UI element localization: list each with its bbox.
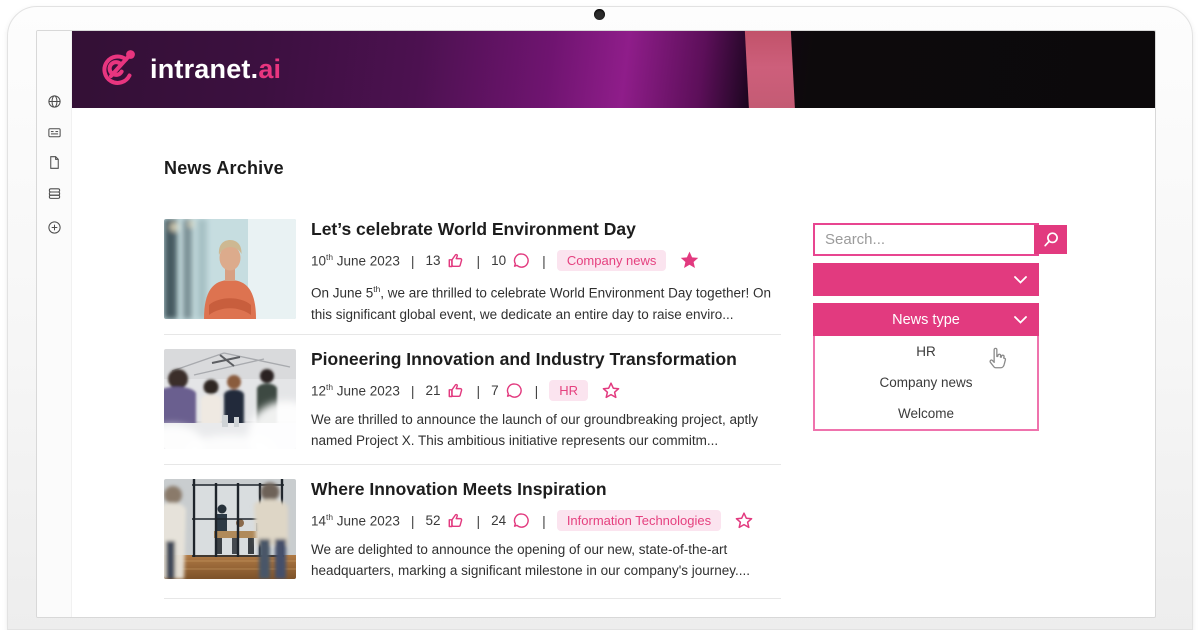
news-title[interactable]: Where Innovation Meets Inspiration xyxy=(311,479,607,499)
news-excerpt: On June 5th, we are thrilled to celebrate World Environment Day together! On this significant global event, we dedicate an entire day to raise enviro... xyxy=(311,284,771,322)
news-date: 10th June 2023 xyxy=(311,252,400,269)
news-image-world-environment-day[interactable] xyxy=(164,219,296,319)
comment-icon[interactable] xyxy=(505,381,524,400)
divider xyxy=(164,464,781,465)
favourite-star-icon[interactable] xyxy=(679,250,700,271)
news-date: 14th June 2023 xyxy=(311,512,400,529)
search-icon xyxy=(1042,231,1060,249)
thumbs-up-icon[interactable] xyxy=(447,511,466,530)
document-icon[interactable] xyxy=(37,154,72,170)
news-item-2 xyxy=(164,349,824,449)
comment-count: 10 xyxy=(491,253,507,268)
target-logo-icon xyxy=(96,47,140,91)
globe-icon[interactable] xyxy=(37,93,72,109)
news-meta: 14th June 2023 | 52 | 24 | Information Technologies xyxy=(311,510,816,531)
header-rose-stripe xyxy=(745,31,796,108)
page-title: News Archive xyxy=(164,158,284,178)
news-excerpt: We are thrilled to announce the launch of our groundbreaking project, aptly named Project X. This ambitious initiative represents our commitm... xyxy=(311,412,759,448)
chevron-down-icon xyxy=(1014,276,1027,284)
divider xyxy=(164,334,781,335)
news-title[interactable]: Pioneering Innovation and Industry Transformation xyxy=(311,349,737,369)
comment-icon[interactable] xyxy=(512,251,531,270)
news-meta: 10th June 2023 | 13 | 10 | Company news xyxy=(311,250,816,271)
news-excerpt: We are delighted to announce the opening of our new, state-of-the-art headquarters, marking a significant milestone in our company's journey.... xyxy=(311,542,751,578)
thumbs-up-icon[interactable] xyxy=(447,251,466,270)
news-type-label: News type xyxy=(892,311,960,328)
logo-wordmark: intranet.ai xyxy=(150,53,282,84)
filter-panel xyxy=(813,223,1039,431)
chevron-down-icon xyxy=(1014,316,1027,324)
comment-count: 7 xyxy=(491,383,499,398)
thumbs-up-icon[interactable] xyxy=(447,381,466,400)
database-icon[interactable] xyxy=(37,185,72,201)
like-count: 13 xyxy=(425,253,441,268)
search-input[interactable] xyxy=(815,225,1034,254)
news-image-team-meeting[interactable] xyxy=(164,349,296,449)
app-header xyxy=(72,31,1156,108)
news-type-option-hr[interactable]: HR xyxy=(916,344,936,359)
favourite-star-icon[interactable] xyxy=(601,381,621,401)
news-type-filter-button[interactable] xyxy=(813,303,1039,336)
news-type-option-welcome[interactable]: Welcome xyxy=(897,406,955,421)
favourite-star-icon[interactable] xyxy=(734,511,754,531)
search-button[interactable] xyxy=(1034,225,1067,254)
news-item-1 xyxy=(164,219,824,322)
news-category-tag[interactable]: Information Technologies xyxy=(557,510,721,531)
id-card-icon[interactable] xyxy=(37,124,72,140)
news-type-dropdown xyxy=(813,336,1039,431)
news-title[interactable]: Let’s celebrate World Environment Day xyxy=(311,219,636,239)
news-date: 12th June 2023 xyxy=(311,382,400,399)
news-type-option-company-news[interactable]: Company news xyxy=(879,375,973,390)
intranet-ai-logo[interactable] xyxy=(96,47,281,91)
comment-icon[interactable] xyxy=(512,511,531,530)
add-circle-icon[interactable] xyxy=(37,219,72,235)
like-count: 52 xyxy=(425,513,441,528)
divider xyxy=(164,598,781,599)
news-meta: 12th June 2023 | 21 | 7 | HR xyxy=(311,380,816,401)
news-category-tag[interactable]: Company news xyxy=(557,250,667,271)
mini-sidebar xyxy=(37,31,72,617)
camera-dot-icon xyxy=(594,9,605,20)
news-item-3 xyxy=(164,479,824,579)
comment-count: 24 xyxy=(491,513,507,528)
news-image-glass-office[interactable] xyxy=(164,479,296,579)
news-category-tag[interactable]: HR xyxy=(549,380,588,401)
app-screen xyxy=(36,30,1156,618)
favourites-filter-button[interactable] xyxy=(813,263,1039,296)
like-count: 21 xyxy=(425,383,441,398)
search-box xyxy=(813,223,1039,256)
